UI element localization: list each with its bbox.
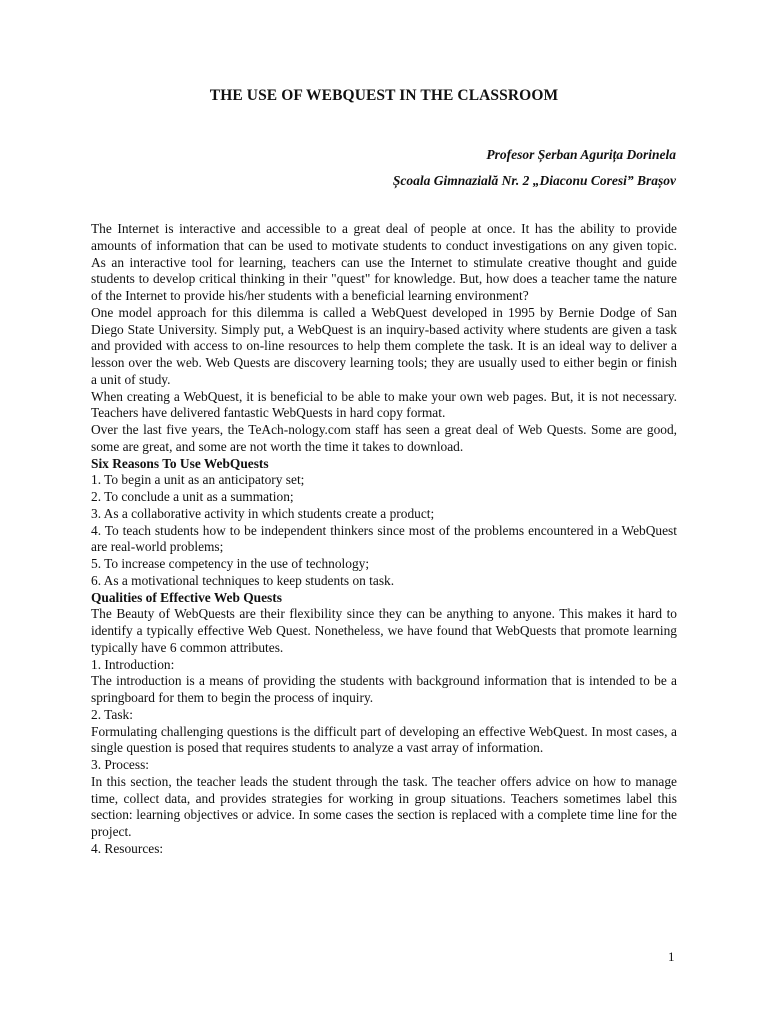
paragraph: The introduction is a means of providing the students with background information that is intended to be a springboard for them to begin the process of inquiry. xyxy=(91,673,677,705)
list-item: 2. To conclude a unit as a summation; xyxy=(91,489,294,504)
paragraph: Over the last five years, the TeAch-nology.com staff has seen a great deal of Web Quests. Some are good, some are great, and some are not worth the time it takes to download. xyxy=(91,422,677,454)
list-item: 4. To teach students how to be independent thinkers since most of the problems encountered in a WebQuest are real-world problems; xyxy=(91,522,677,555)
list-item: 1. To begin a unit as an anticipatory set; xyxy=(91,472,305,488)
paragraph: The Beauty of WebQuests are their flexibility since they can be anything to anyone. This makes it hard to identify a typically effective Web Quest. Nonetheless, we have found that WebQuests that promote learning typically have 6 common attributes. xyxy=(91,606,677,655)
paragraph: The Internet is interactive and accessible to a great deal of people at once. It has the ability to provide amounts of information that can be used to motivate students to conduct investigations on any given topic. As an interactive tool for learning, teachers can use the Internet to stimulate creative thought and guide students to develop critical thinking in their "quest" for knowledge. But, how does a teacher tame the nature of the Internet to provide his/her students with a beneficial learning environment? xyxy=(91,221,677,303)
paragraph: In this section, the teacher leads the student through the task. The teacher offers advice on how to manage time, collect data, and provides strategies for working in group situations. Teachers sometimes label this section: learning objectives or advice. In some cases the section is replaced with a complete time line for the project. xyxy=(91,773,677,839)
list-item: 3. As a collaborative activity in which students create a product; xyxy=(91,505,435,521)
page-number: 1 xyxy=(668,949,675,964)
author-line: Profesor Șerban Agurița Dorinela xyxy=(486,147,676,162)
subsection-label: 3. Process: xyxy=(91,757,150,772)
paragraph: One model approach for this dilemma is called a WebQuest developed in 1995 by Bernie Dodge of San Diego State University. Simply put, a WebQuest is an inquiry-based activity where students are given a task and provided with access to on-line resources to help them complete the task. It is an ideal way to deliver a lesson over the web. Web Quests are discovery learning tools; they are usually used to either begin or finish a unit of study. xyxy=(91,304,677,387)
paragraph: Formulating challenging questions is the difficult part of developing an effective WebQuest. In most cases, a single question is posed that requires students to analyze a vast array of information. xyxy=(91,723,677,756)
list-item: 6. As a motivational techniques to keep students on task. xyxy=(91,572,395,588)
list-item: 5. To increase competency in the use of technology; xyxy=(91,556,370,571)
subsection-label: 1. Introduction: xyxy=(91,656,175,672)
school-line: Școala Gimnazială Nr. 2 „Diaconu Coresi” Brașov xyxy=(392,173,676,188)
document-title: THE USE OF WEBQUEST IN THE CLASSROOM xyxy=(209,87,559,104)
subsection-label: 4. Resources: xyxy=(91,840,164,856)
subsection-label: 2. Task: xyxy=(91,706,133,722)
paragraph: When creating a WebQuest, it is beneficial to be able to make your own web pages. But, it is not necessary. Teachers have delivered fantastic WebQuests in hard copy format. xyxy=(91,388,677,421)
section-heading: Qualities of Effective Web Quests xyxy=(91,589,282,605)
document-body xyxy=(91,221,677,858)
section-heading: Six Reasons To Use WebQuests xyxy=(91,455,269,471)
